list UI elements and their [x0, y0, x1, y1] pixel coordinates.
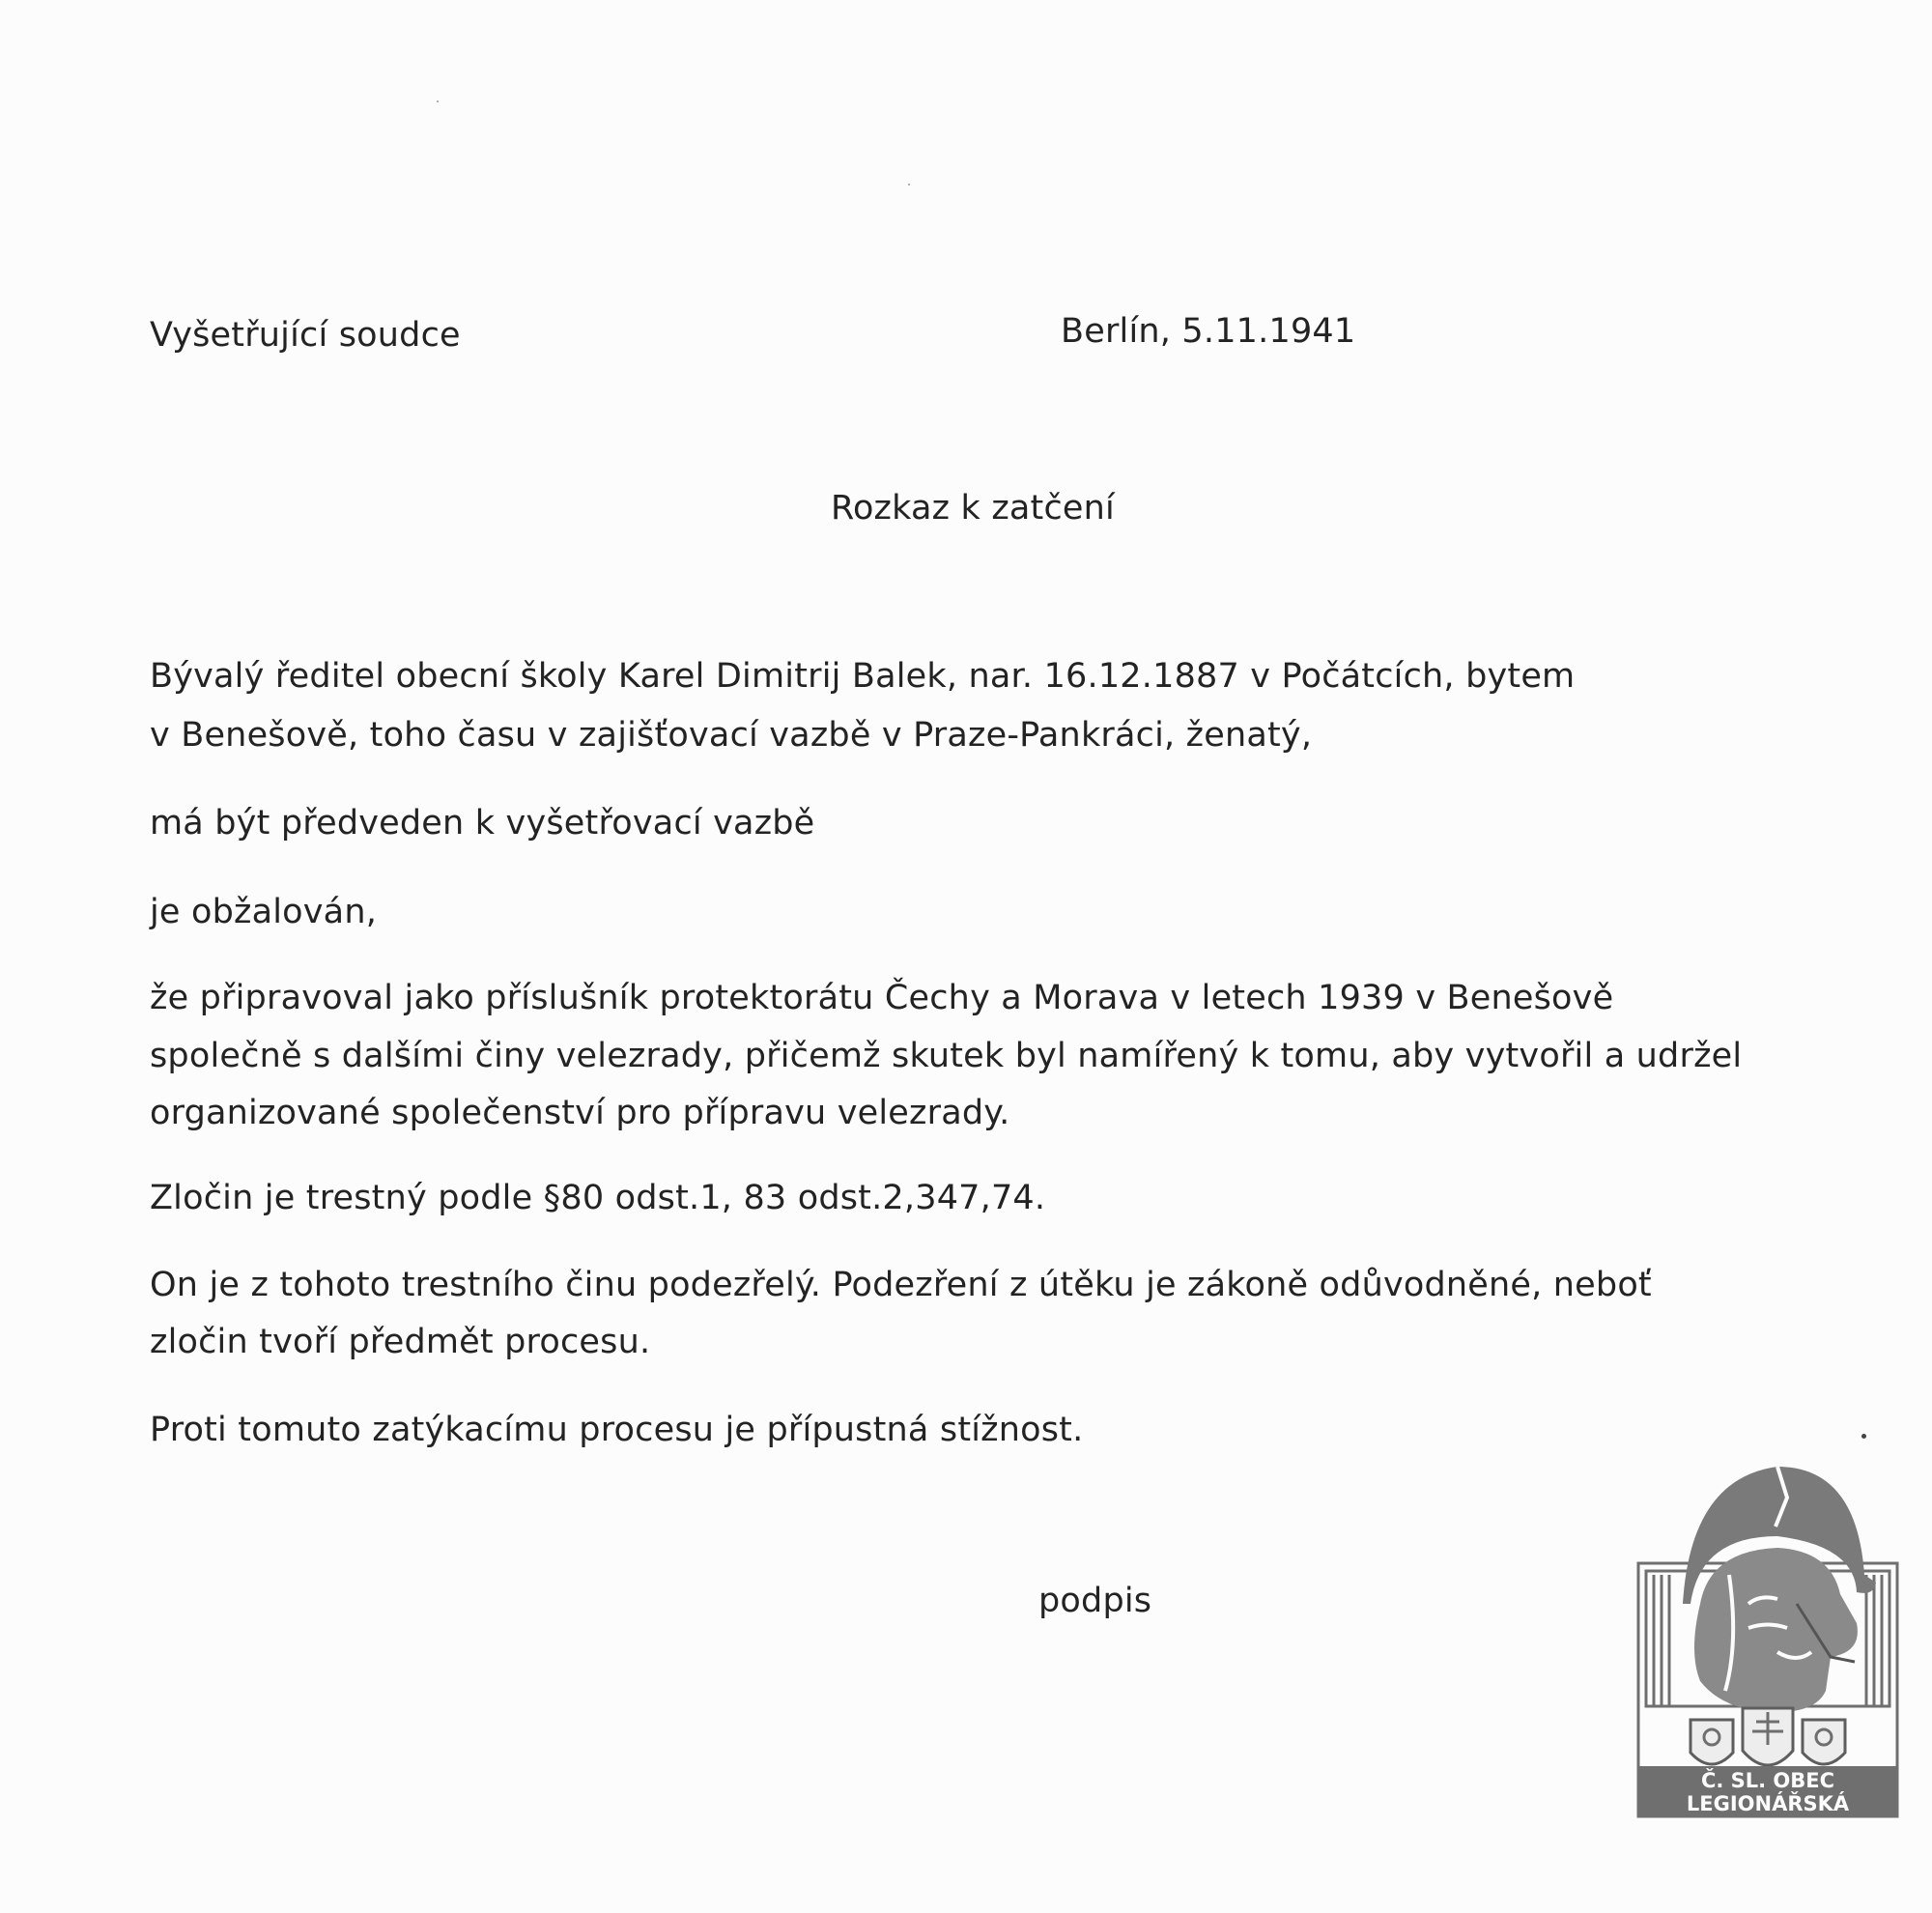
paragraph-2: má být předveden k vyšetřovací vazbě — [150, 804, 815, 842]
logo-text-top: Č. SL. OBEC — [1700, 1769, 1835, 1792]
signature-label: podpis — [1038, 1582, 1152, 1620]
issuer-label: Vyšetřující soudce — [150, 316, 461, 355]
place-date: Berlín, 5.11.1941 — [1061, 312, 1356, 351]
paragraph-4-line-3: organizované společenství pro přípravu velezrady. — [150, 1094, 1010, 1132]
paragraph-1-line-1: Bývalý ředitel obecní školy Karel Dimitrij Balek, nar. 16.12.1887 v Počátcích, bytem — [150, 657, 1576, 696]
document-title: Rozkaz k zatčení — [831, 489, 1115, 528]
paragraph-3: je obžalován, — [150, 893, 378, 931]
paragraph-7: Proti tomuto zatýkacímu procesu je přípustná stížnost. — [150, 1411, 1084, 1449]
scan-speck — [1861, 1434, 1866, 1439]
legion-logo — [1633, 1459, 1903, 1821]
paragraph-6-line-2: zločin tvoří předmět procesu. — [150, 1323, 651, 1361]
paragraph-6-line-1: On je z tohoto trestního činu podezřelý. Podezření z útěku je zákoně odůvodněné, neboť — [150, 1266, 1652, 1304]
paragraph-4-line-1: že připravoval jako příslušník protektorátu Čechy a Morava v letech 1939 v Benešově — [150, 979, 1614, 1017]
paragraph-4-line-2: společně s dalšími činy velezrady, přičemž skutek byl namířený k tomu, aby vytvořil a udržel — [150, 1037, 1743, 1075]
scan-speck — [437, 100, 439, 102]
logo-text-bottom: LEGIONÁŘSKÁ — [1686, 1792, 1850, 1815]
paragraph-1-line-2: v Benešově, toho času v zajišťovací vazbě v Praze-Pankráci, ženatý, — [150, 716, 1313, 755]
shield-right — [1803, 1720, 1845, 1764]
paragraph-5: Zločin je trestný podle §80 odst.1, 83 odst.2,347,74. — [150, 1179, 1046, 1217]
scan-speck — [908, 184, 910, 186]
shield-left — [1690, 1720, 1733, 1764]
